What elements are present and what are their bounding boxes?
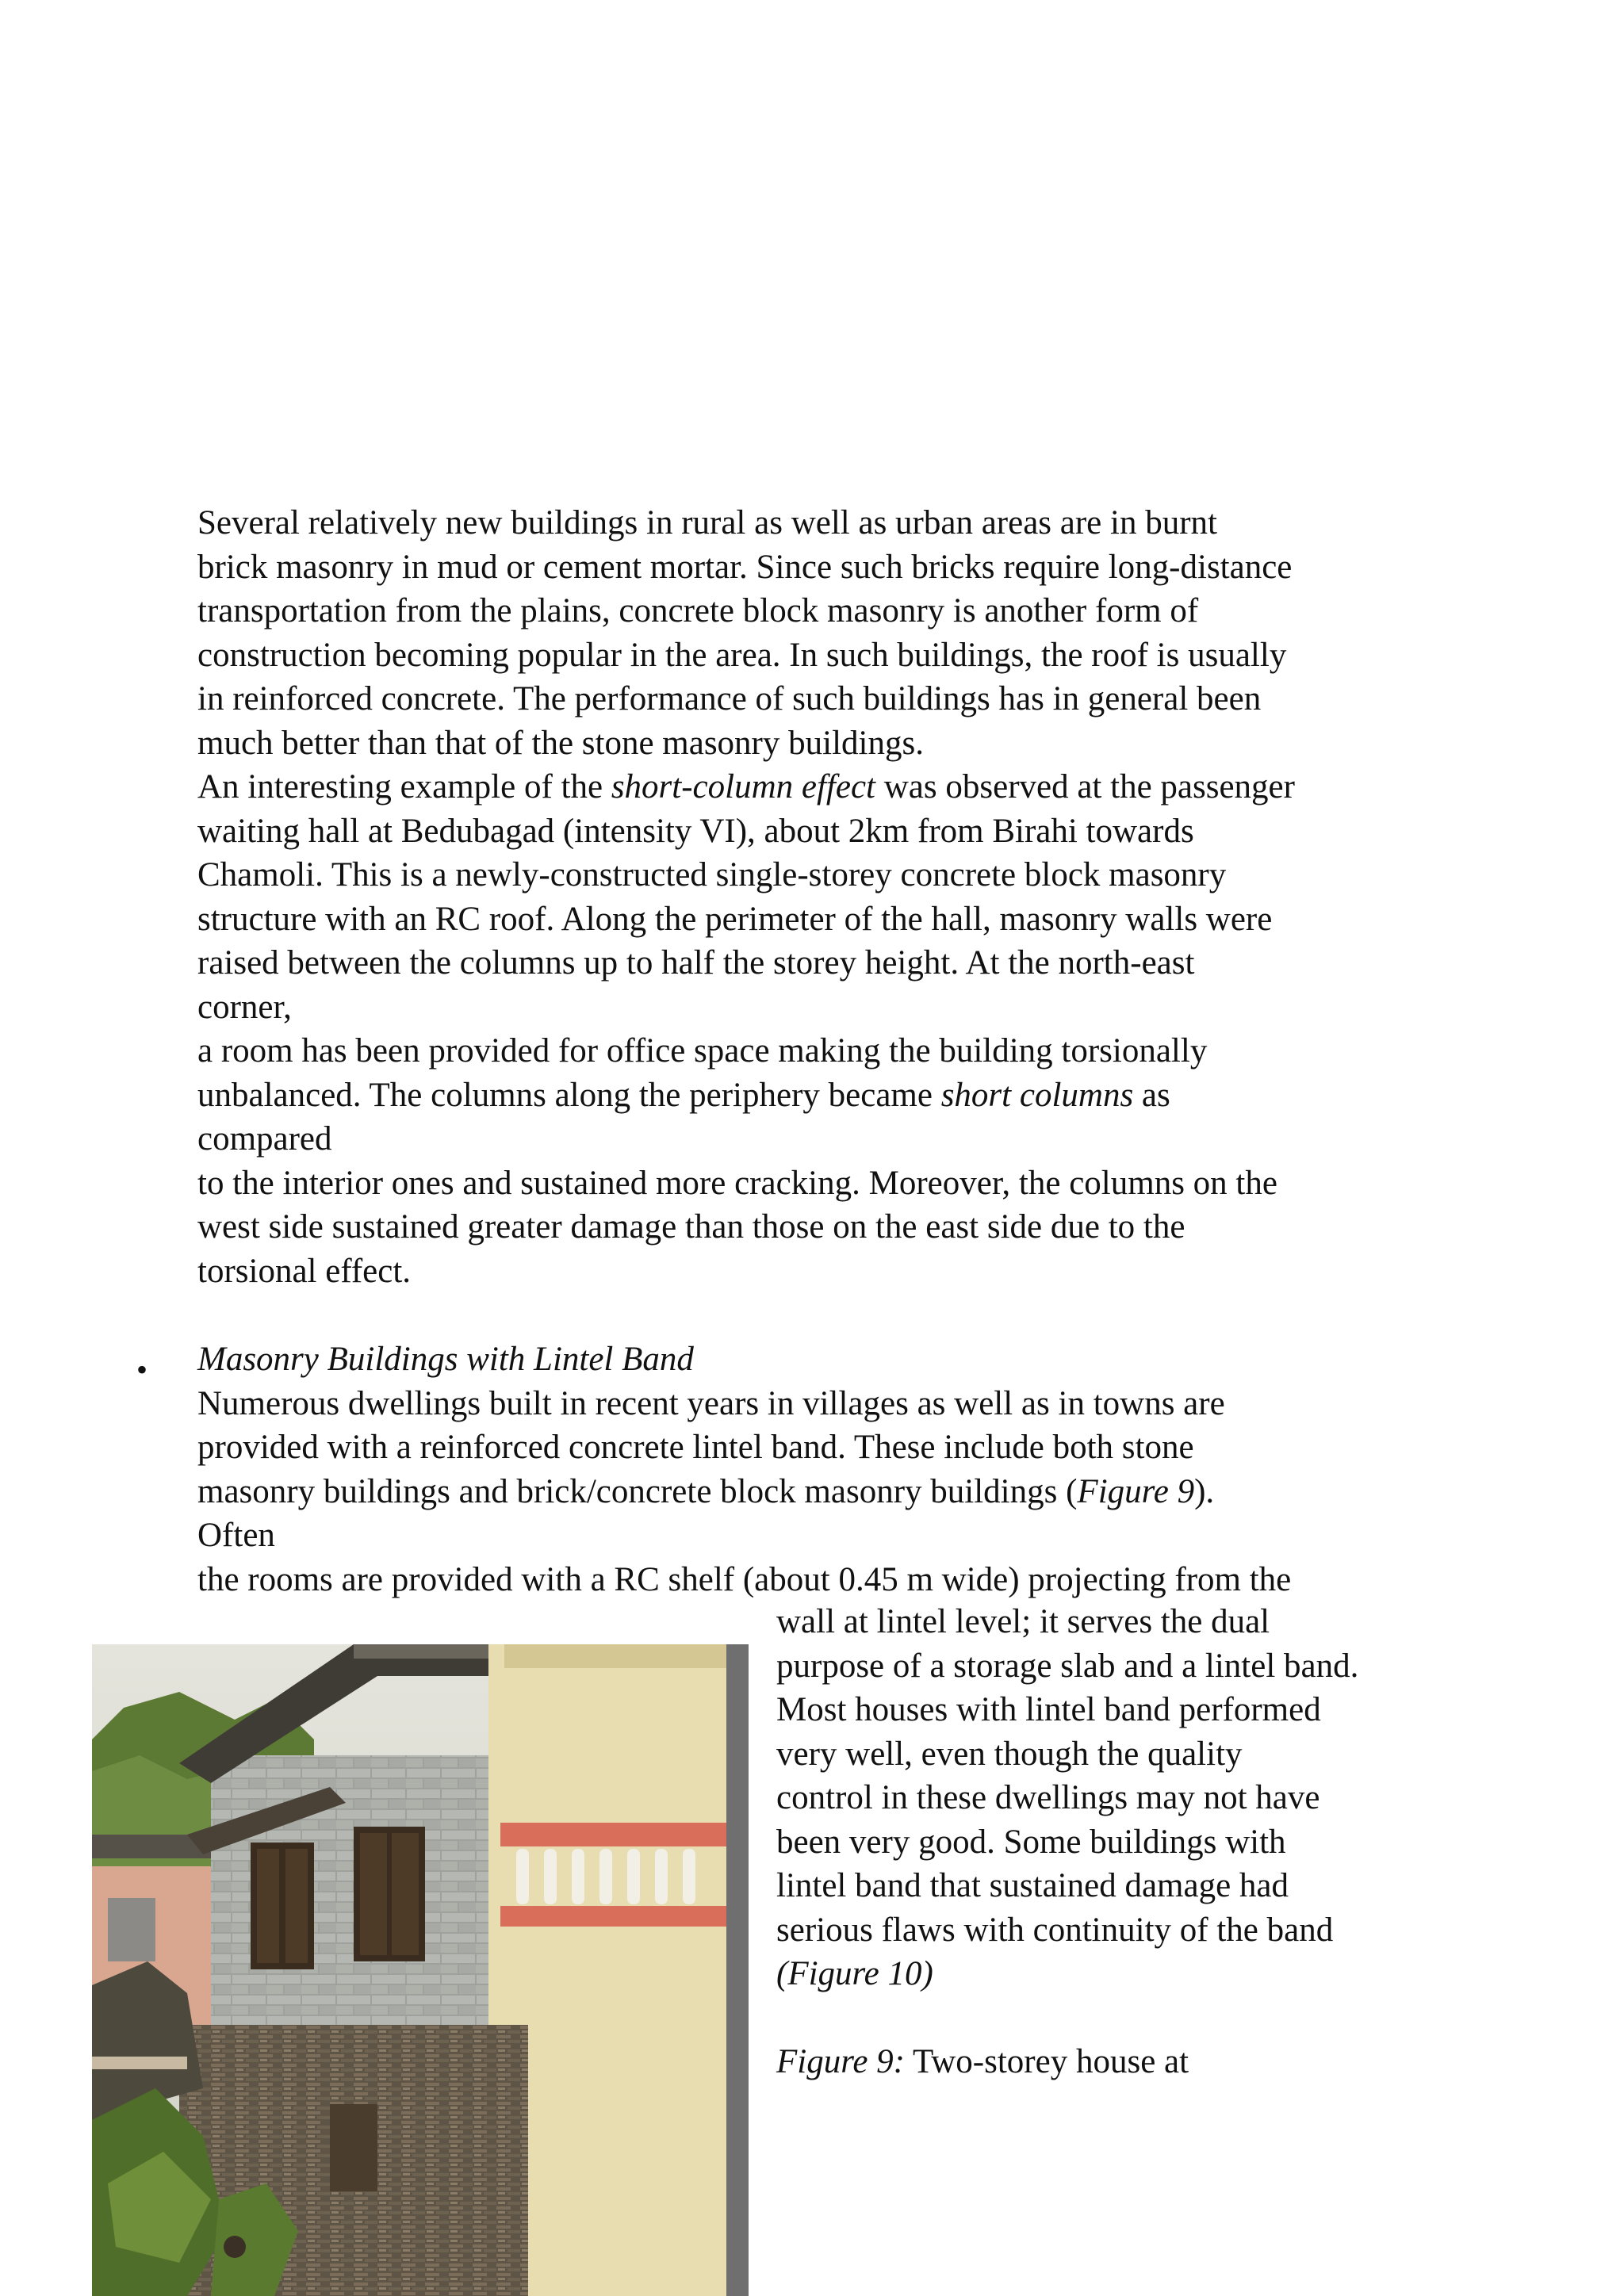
figure-reference: Figure 9 xyxy=(1077,1472,1195,1510)
text-line: wall at lintel level; it serves the dual xyxy=(776,1603,1270,1640)
text-line: a room has been provided for office space making the building torsionally xyxy=(197,1032,1208,1070)
figure-9-photo xyxy=(92,1644,749,2296)
text-line: to the interior ones and sustained more cracking. Moreover, the columns on the xyxy=(197,1164,1277,1202)
text-run: masonry buildings and brick/concrete block masonry buildings ( xyxy=(197,1472,1078,1510)
text-run: as xyxy=(1133,1076,1170,1114)
text-line: Chamoli. This is a newly-constructed single-storey concrete block masonry xyxy=(197,856,1227,894)
text-line: purpose of a storage slab and a lintel band. xyxy=(776,1647,1359,1685)
section-heading-text: Masonry Buildings with Lintel Band xyxy=(197,1341,694,1378)
figure-side-text xyxy=(776,1600,1474,2084)
text-line: west side sustained greater damage than those on the east side due to the xyxy=(197,1208,1185,1246)
text-line: construction becoming popular in the area. In such buildings, the roof is usually xyxy=(197,636,1287,674)
figure-9-caption xyxy=(776,2040,1474,2084)
italic-term: short-column effect xyxy=(611,768,875,806)
bullet-marker: • xyxy=(136,1352,148,1387)
text-run: An interesting example of the xyxy=(197,768,611,806)
text-line: the rooms are provided with a RC shelf (about 0.45 m wide) projecting from the xyxy=(197,1560,1292,1598)
paragraph-1 xyxy=(197,501,1450,765)
text-line: corner, xyxy=(197,988,292,1026)
text-line: serious flaws with continuity of the band xyxy=(776,1911,1334,1949)
italic-term: short columns xyxy=(940,1076,1134,1114)
section-heading xyxy=(197,1337,1450,1382)
text-line: in reinforced concrete. The performance of such buildings has in general been xyxy=(197,680,1262,718)
text-line: transportation from the plains, concrete block masonry is another form of xyxy=(197,592,1199,629)
text-line: control in these dwellings may not have xyxy=(776,1779,1320,1816)
text-line: Often xyxy=(197,1517,275,1554)
text-line: lintel band that sustained damage had xyxy=(776,1867,1289,1904)
figure-10-reference xyxy=(776,1952,1474,1996)
text-run: was observed at the passenger xyxy=(875,768,1295,806)
figure-reference: (Figure 10) xyxy=(776,1955,933,1992)
caption-text: Two-storey house at xyxy=(905,2043,1189,2080)
text-line: raised between the columns up to half the storey height. At the north-east xyxy=(197,944,1195,982)
text-line: compared xyxy=(197,1120,332,1158)
text-line: Several relatively new buildings in rural as well as urban areas are in burnt xyxy=(197,504,1217,541)
text-line xyxy=(197,1470,1450,1514)
text-line: provided with a reinforced concrete lintel band. These include both stone xyxy=(197,1429,1194,1466)
section-lintel-band xyxy=(197,1337,1450,1601)
text-line xyxy=(197,765,1450,809)
blank-line xyxy=(776,1996,1474,2041)
text-run: ). xyxy=(1194,1472,1215,1510)
caption-label: Figure 9: xyxy=(776,2043,906,2080)
text-line: torsional effect. xyxy=(197,1252,412,1290)
text-line xyxy=(197,1073,1450,1118)
text-line: brick masonry in mud or cement mortar. Since such bricks require long-distance xyxy=(197,548,1293,586)
text-run: unbalanced. The columns along the periphery became xyxy=(197,1076,941,1114)
paragraph-2 xyxy=(197,765,1450,1293)
text-line: much better than that of the stone masonry buildings. xyxy=(197,724,924,762)
text-line: structure with an RC roof. Along the perimeter of the hall, masonry walls were xyxy=(197,900,1273,938)
text-line: been very good. Some buildings with xyxy=(776,1823,1286,1861)
text-line: very well, even though the quality xyxy=(776,1735,1243,1773)
text-line: Most houses with lintel band performed xyxy=(776,1691,1321,1728)
text-line: waiting hall at Bedubagad (intensity VI), about 2km from Birahi towards xyxy=(197,812,1194,850)
text-line: Numerous dwellings built in recent years in villages as well as in towns are xyxy=(197,1384,1225,1422)
